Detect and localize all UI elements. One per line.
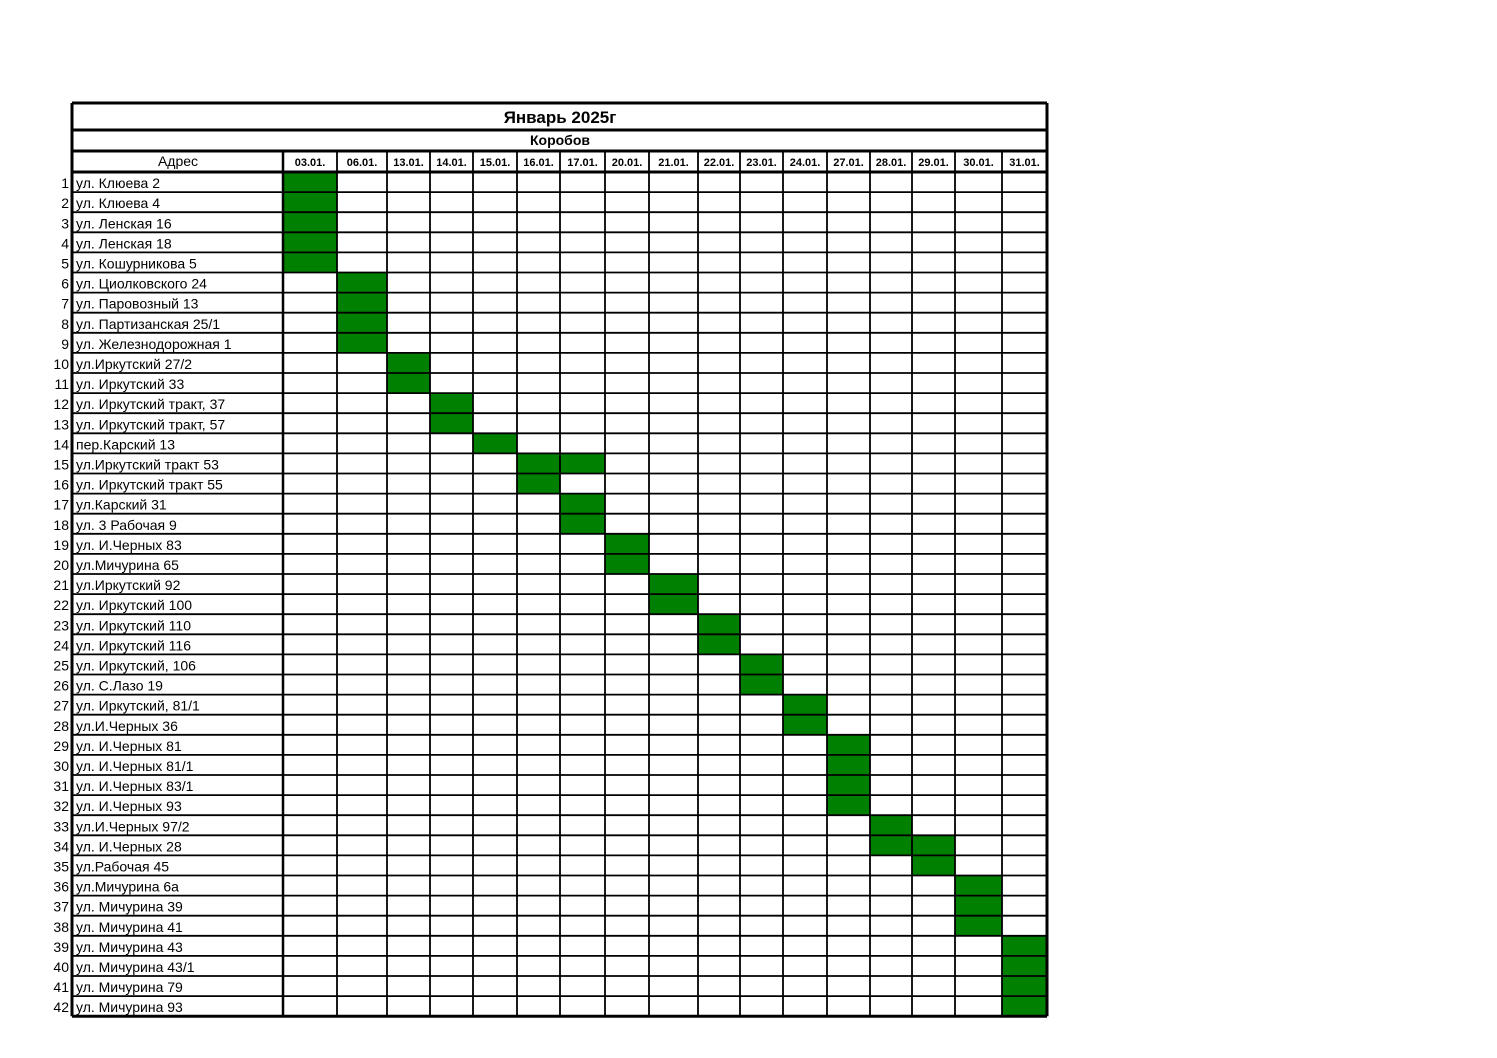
scheduled-cell	[912, 855, 955, 875]
date-column-header: 22.01.	[703, 157, 735, 169]
date-column-header: 03.01.	[294, 157, 326, 169]
scheduled-cell	[283, 232, 337, 252]
row-address: ул. Мичурина 43/1	[76, 959, 195, 975]
scheduled-cell	[649, 594, 698, 614]
row-number: 14	[53, 436, 69, 453]
row-address: ул. Иркутский тракт, 57	[76, 416, 226, 433]
row-address: ул. 3 Рабочая 9	[76, 516, 177, 533]
scheduled-cell	[827, 795, 870, 815]
scheduled-cell	[283, 192, 337, 212]
row-number: 13	[53, 416, 69, 433]
row-address: ул. Иркутский 110	[76, 617, 192, 634]
row-address: ул. И.Черных 83/1	[76, 778, 194, 795]
row-address: ул. Мичурина 79	[76, 979, 183, 996]
scheduled-cell	[783, 715, 827, 735]
row-address: ул. Иркутский тракт, 37	[76, 396, 226, 413]
row-number: 33	[53, 818, 69, 835]
scheduled-cell	[337, 333, 387, 353]
scheduled-cell	[337, 293, 387, 313]
scheduled-cell	[387, 353, 430, 373]
row-number: 35	[53, 858, 69, 875]
scheduled-cell	[955, 896, 1002, 916]
date-column-header: 28.01.	[875, 157, 907, 169]
row-address: ул.Мичурина 6а	[76, 878, 179, 895]
date-column-header: 20.01.	[611, 157, 643, 169]
row-address: ул. Клюева 4	[76, 195, 160, 212]
responsible-name: Коробов	[529, 132, 591, 148]
scheduled-cell	[430, 413, 473, 433]
scheduled-cell	[698, 634, 740, 654]
row-address: ул. Иркутский тракт 55	[76, 476, 223, 493]
scheduled-cell	[283, 252, 337, 272]
row-address: пер.Карский 13	[76, 436, 175, 453]
row-number: 36	[53, 878, 69, 895]
scheduled-cell	[870, 835, 912, 855]
scheduled-cell	[517, 474, 560, 494]
scheduled-cell	[827, 735, 870, 755]
row-number: 19	[53, 536, 69, 553]
row-number: 20	[53, 557, 69, 573]
row-number: 10	[53, 356, 69, 372]
scheduled-cell	[560, 494, 605, 514]
scheduled-cell	[912, 835, 955, 855]
row-address: ул.Иркутский 27/2	[76, 356, 193, 372]
row-number: 15	[53, 456, 69, 473]
date-column-header: 17.01.	[567, 157, 598, 169]
row-number: 4	[61, 235, 69, 252]
date-column-header: 15.01.	[479, 157, 511, 169]
row-number: 21	[53, 577, 69, 594]
row-address: ул. Клюева 2	[76, 175, 160, 192]
row-number: 25	[53, 657, 69, 674]
scheduled-cell	[698, 614, 740, 634]
row-number: 9	[61, 335, 69, 352]
scheduled-cell	[740, 654, 783, 674]
date-column-header: 31.01.	[1009, 157, 1040, 169]
row-address: ул. И.Черных 83	[76, 536, 182, 553]
scheduled-cell	[605, 554, 649, 574]
row-number: 1	[61, 175, 69, 192]
row-address: ул.Иркутский 92	[76, 577, 181, 594]
scheduled-cell	[560, 514, 605, 534]
row-number: 26	[53, 677, 69, 694]
row-address: ул. Иркутский, 81/1	[76, 697, 200, 714]
row-address: ул. И.Черных 81	[76, 737, 182, 754]
scheduled-cell	[337, 273, 387, 293]
row-number: 7	[61, 295, 69, 312]
scheduled-cell	[955, 916, 1002, 936]
row-number: 16	[53, 476, 69, 493]
scheduled-cell	[560, 453, 605, 473]
row-address: ул. И.Черных 28	[76, 838, 182, 855]
row-number: 39	[53, 938, 69, 955]
row-address: ул. И.Черных 81/1	[76, 758, 194, 774]
row-number: 12	[53, 396, 69, 413]
row-address: ул. Иркутский 33	[76, 376, 185, 393]
scheduled-cell	[283, 212, 337, 232]
row-address: ул. Иркутский, 106	[76, 657, 196, 674]
row-address: ул. Ленская 16	[76, 215, 172, 232]
date-column-header: 29.01.	[918, 157, 949, 169]
date-column-header: 24.01.	[789, 157, 821, 169]
scheduled-cell	[337, 313, 387, 333]
row-address: ул. Мичурина 93	[76, 999, 183, 1016]
scheduled-cell	[955, 876, 1002, 896]
row-number: 30	[53, 758, 69, 774]
row-address: ул. Железнодорожная 1	[76, 335, 232, 352]
scheduled-cell	[430, 393, 473, 413]
date-column-header: 06.01.	[346, 157, 378, 169]
row-number: 31	[53, 778, 69, 795]
row-number: 5	[61, 255, 69, 272]
date-column-header: 23.01.	[746, 157, 777, 169]
row-number: 2	[61, 195, 69, 212]
row-number: 24	[53, 637, 69, 654]
row-number: 42	[53, 999, 69, 1016]
date-column-header: 13.01.	[393, 157, 424, 169]
scheduled-cell	[517, 453, 560, 473]
row-number: 34	[53, 838, 69, 855]
row-address: ул. Мичурина 43	[76, 938, 183, 955]
row-address: ул.Мичурина 65	[76, 557, 179, 573]
scheduled-cell	[783, 695, 827, 715]
scheduled-cell	[649, 574, 698, 594]
row-number: 17	[53, 496, 69, 513]
row-address: ул. Иркутский 100	[76, 597, 193, 614]
row-number: 23	[53, 617, 69, 634]
date-column-header: 21.01.	[658, 157, 689, 169]
row-address: ул.Рабочая 45	[76, 858, 170, 875]
row-number: 38	[53, 918, 69, 935]
scheduled-cell	[1002, 936, 1047, 956]
row-number: 18	[53, 516, 69, 533]
row-address: ул. Мичурина 39	[76, 898, 183, 915]
row-number: 32	[53, 798, 69, 815]
row-number: 29	[53, 737, 69, 754]
row-number: 37	[53, 898, 69, 915]
row-address: ул. Циолковского 24	[76, 275, 207, 292]
row-address: ул. Паровозный 13	[76, 295, 199, 312]
row-number: 3	[61, 215, 69, 232]
scheduled-cell	[740, 675, 783, 695]
scheduled-cell	[473, 433, 517, 453]
row-number: 6	[61, 275, 69, 292]
row-number: 40	[53, 959, 69, 975]
scheduled-cell	[1002, 956, 1047, 976]
row-address: ул. Кошурникова 5	[76, 255, 197, 272]
row-address: ул. Партизанская 25/1	[76, 315, 221, 332]
row-address: ул.Карский 31	[76, 496, 167, 513]
scheduled-cell	[1002, 976, 1047, 996]
month-title: Январь 2025г	[503, 108, 617, 127]
row-address: ул. И.Черных 93	[76, 798, 182, 815]
scheduled-cell	[870, 815, 912, 835]
row-address: ул. Иркутский 116	[76, 637, 192, 654]
row-number: 22	[53, 597, 69, 614]
scheduled-cell	[1002, 996, 1047, 1016]
scheduled-cell	[605, 534, 649, 554]
row-address: ул. Мичурина 41	[76, 918, 183, 935]
date-column-header: 27.01.	[833, 157, 864, 169]
row-address: ул.И.Черных 97/2	[76, 818, 190, 835]
row-address: ул.И.Черных 36	[76, 717, 178, 734]
row-number: 27	[53, 697, 69, 714]
address-header: Адрес	[157, 153, 199, 169]
row-address: ул.Иркутский тракт 53	[76, 456, 219, 473]
row-number: 11	[54, 376, 69, 393]
scheduled-cell	[387, 373, 430, 393]
date-column-header: 30.01.	[963, 157, 994, 169]
scheduled-cell	[827, 775, 870, 795]
row-address: ул. С.Лазо 19	[76, 677, 163, 694]
row-address: ул. Ленская 18	[76, 235, 172, 252]
date-column-header: 16.01.	[523, 157, 554, 169]
row-number: 28	[53, 717, 69, 734]
row-number: 41	[53, 979, 69, 996]
row-number: 8	[61, 315, 69, 332]
scheduled-cell	[283, 172, 337, 192]
scheduled-cell	[827, 755, 870, 775]
date-column-header: 14.01.	[436, 157, 467, 169]
